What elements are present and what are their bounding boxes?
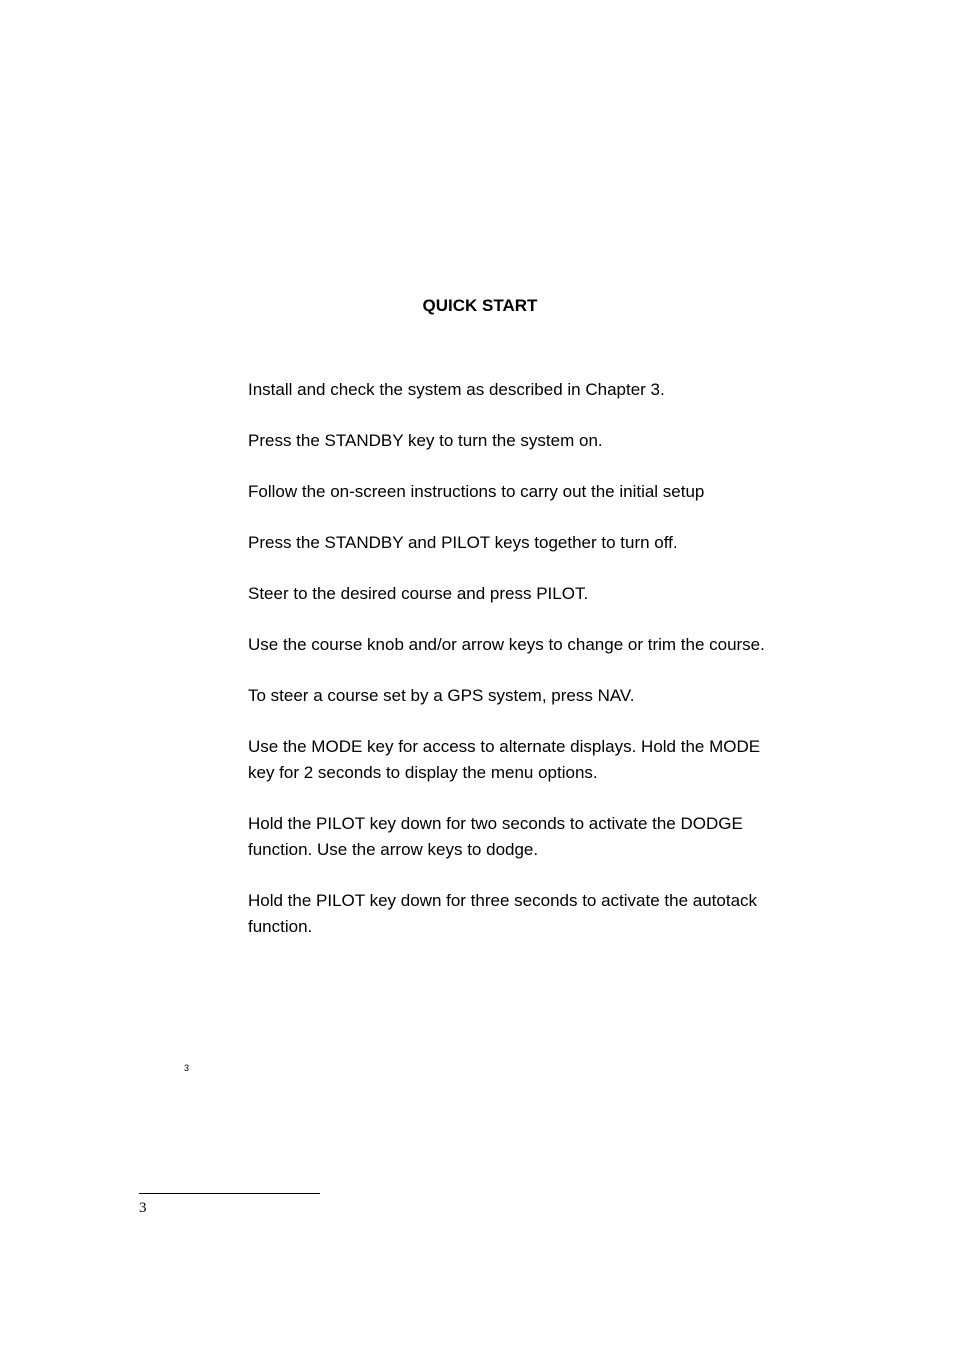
footnote-number: 3 [139, 1200, 147, 1216]
instruction-item: Hold the PILOT key down for two seconds to activate the DODGE function. Use the arrow keys to dodge. [248, 814, 743, 859]
instruction-item: Follow the on-screen instructions to carry out the initial setup [248, 482, 705, 501]
instruction-item: Use the MODE key for access to alternate displays. Hold the MODE key for 2 seconds to display the menu options. [248, 737, 761, 782]
instruction-item: Use the course knob and/or arrow keys to change or trim the course. [248, 635, 765, 654]
footnote-marker: 3 [184, 1063, 190, 1073]
page-title: QUICK START [422, 296, 538, 315]
instruction-list [248, 377, 778, 965]
footnote-separator [139, 1193, 320, 1194]
instruction-item: Steer to the desired course and press PILOT. [248, 584, 589, 603]
instruction-item: To steer a course set by a GPS system, press NAV. [248, 686, 635, 705]
instruction-item: Install and check the system as described in Chapter 3. [248, 380, 665, 399]
instruction-item: Hold the PILOT key down for three seconds to activate the autotack function. [248, 891, 758, 936]
instruction-item: Press the STANDBY key to turn the system on. [248, 431, 603, 450]
instruction-item: Press the STANDBY and PILOT keys together to turn off. [248, 533, 678, 552]
